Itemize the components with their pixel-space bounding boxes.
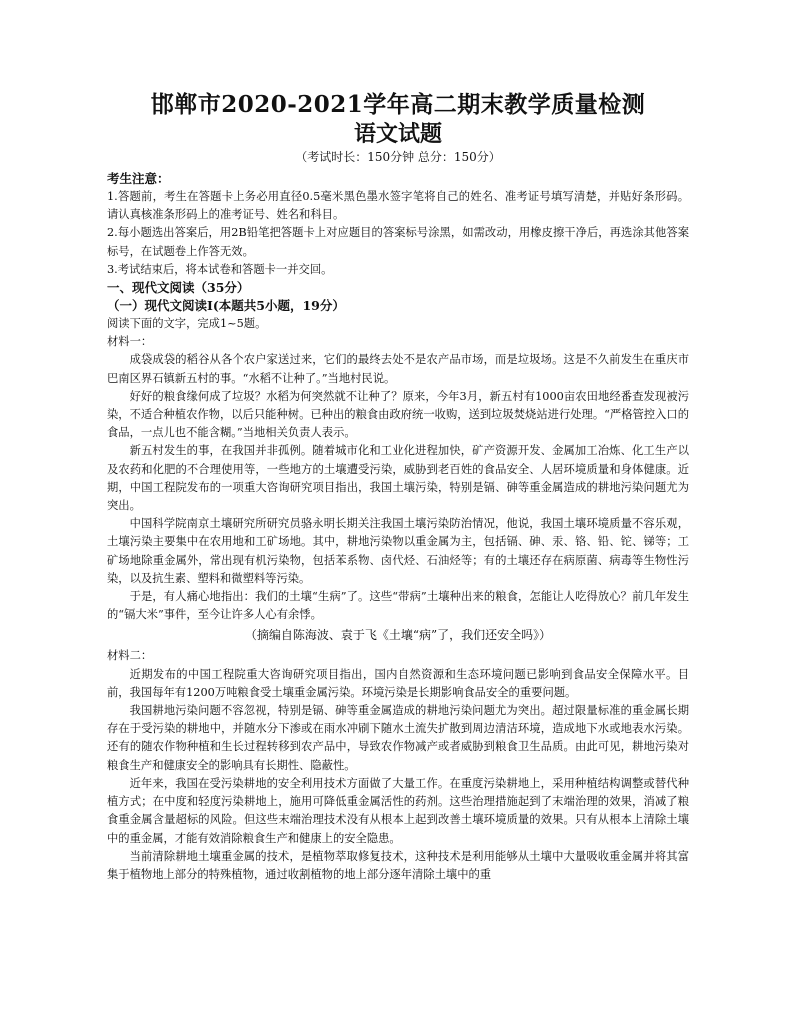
paragraph: 新五村发生的事，在我国并非孤例。随着城市化和工业化进程加快，矿产资源开发、金属加工冶炼、化工生产以及农药和化肥的不合理使用等，一些地方的土壤遭受污染，威胁到老百姓的食品安全、人居环境质量和身体健康。近期，中国工程院发布的一项重大咨询研究项目指出，我国土壤污染，特别是镉、砷等重金属造成的耕地污染问题尤为突出。 [107, 444, 689, 513]
source-citation: （摘编自陈海波、袁于飞《土壤“病”了，我们还安全吗》） [244, 628, 552, 643]
paragraph: 我国耕地污染问题不容忽视，特别是镉、砷等重金属造成的耕地污染问题尤为突出。超过限量标准的重金属长期存在于受污染的耕地中，并随水分下渗或在雨水冲刷下随水土流失扩散到周边清洁环境，造成地下水或地表水污染。还有的随农作物种植和生长过程转移到农产品中，导致农作物减产或者威胁到粮食卫生品质。由此可见，耕地污染对粮食生产和健康安全的影响具有长期性、隐蔽性。 [107, 704, 689, 772]
exam-title: 邯郸市2020-2021学年高二期末教学质量检测 [150, 91, 646, 118]
exam-page [107, 90, 689, 884]
paragraph: 好好的粮食缘何成了垃圾？水稻为何突然就不让种了？原来，今年3月，新五村有1000亩农田地经番查发现被污染，不适合种植农作物，以后只能种树。已种出的粮食由政府统一收购，送到垃圾焚烧站进行处理。“严格管控入口的食品，一点儿也不能含糊。”当地相关负责人表示。 [107, 389, 689, 440]
subsection-heading: （一）现代文阅读Ⅰ(本题共5小题，19分） [107, 298, 345, 314]
paragraph: 近年来，我国在受污染耕地的安全利用技术方面做了大量工作。在重度污染耕地上，采用种植结构调整或替代种植方式；在中度和轻度污染耕地上，施用可降低重金属活性的药剂。这些治理措施起到了末端治理的效果，消减了粮食重金属含量超标的风险。但这些末端治理技术没有从根本上起到改善土壤环境质量的效果。只有从根本上清除土壤中的重金属，才能有效消除粮食生产和健康上的安全隐患。 [107, 776, 689, 845]
section-heading: 一、现代文阅读（35分） [107, 280, 250, 296]
paragraph: 近期发布的中国工程院重大咨询研究项目指出，国内自然资源和生态环境问题已影响到食品安全保障水平。目前，我国每年有1200万吨粮食受土壤重金属污染。环境污染是长期影响食品安全的重要问题。 [107, 667, 689, 699]
notice-heading: 考生注意： [107, 171, 170, 186]
notice-item: 1.答题前，考生在答题卡上务必用直径0.5毫米黑色墨水签字笔将自己的姓名、准考证号填写清楚，并贴好条形码。请认真核准条形码上的准考证号、姓名和科目。 [107, 190, 689, 222]
exam-subtitle: 语文试题 [353, 121, 442, 147]
notice-item: 3.考试结束后，将本试卷和答题卡一并交回。 [107, 262, 333, 276]
paragraph: 于是，有人痛心地指出：我们的土壤“生病”了。这些“带病”土壤种出来的粮食，怎能让人吃得放心？前几年发生的“镉大米”事件，至今让许多人心有余悸。 [107, 590, 689, 622]
material-label: 材料一： [107, 335, 153, 349]
material-label: 材料二： [107, 649, 153, 663]
instruction: 阅读下面的文字，完成1~5题。 [107, 317, 267, 331]
exam-meta: （考试时长：150分钟 总分：150分） [295, 150, 501, 164]
paragraph: 中国科学院南京土壤研究所研究员骆永明长期关注我国土壤污染防治情况，他说，我国土壤环境质量不容乐观，土壤污染主要集中在农用地和工矿场地。其中，耕地污染物以重金属为主，包括镉、砷、汞、铬、铅、铊、锑等；工矿场地除重金属外，常出现有机污染物，包括苯系物、卤代烃、石油烃等；有的土壤还存在病原菌、病毒等生物性污染，以及抗生素、塑料和微塑料等污染。 [107, 517, 689, 585]
paragraph: 当前清除耕地土壤重金属的技术，是植物萃取修复技术，这种技术是利用能够从土壤中大量吸收重金属并将其富集于植物地上部分的特殊植物，通过收割植物的地上部分逐年清除土壤中的重 [107, 849, 689, 881]
notice-item: 2.每小题选出答案后，用2B铅笔把答题卡上对应题目的答案标号涂黑，如需改动，用橡皮擦干净后，再选涂其他答案标号，在试题卷上作答无效。 [107, 226, 689, 258]
paragraph: 成袋成袋的稻谷从各个农户家送过来，它们的最终去处不是农产品市场，而是垃圾场。这是不久前发生在重庆市巴南区界石镇新五村的事。“水稻不让种了。”当地村民说。 [107, 353, 689, 385]
